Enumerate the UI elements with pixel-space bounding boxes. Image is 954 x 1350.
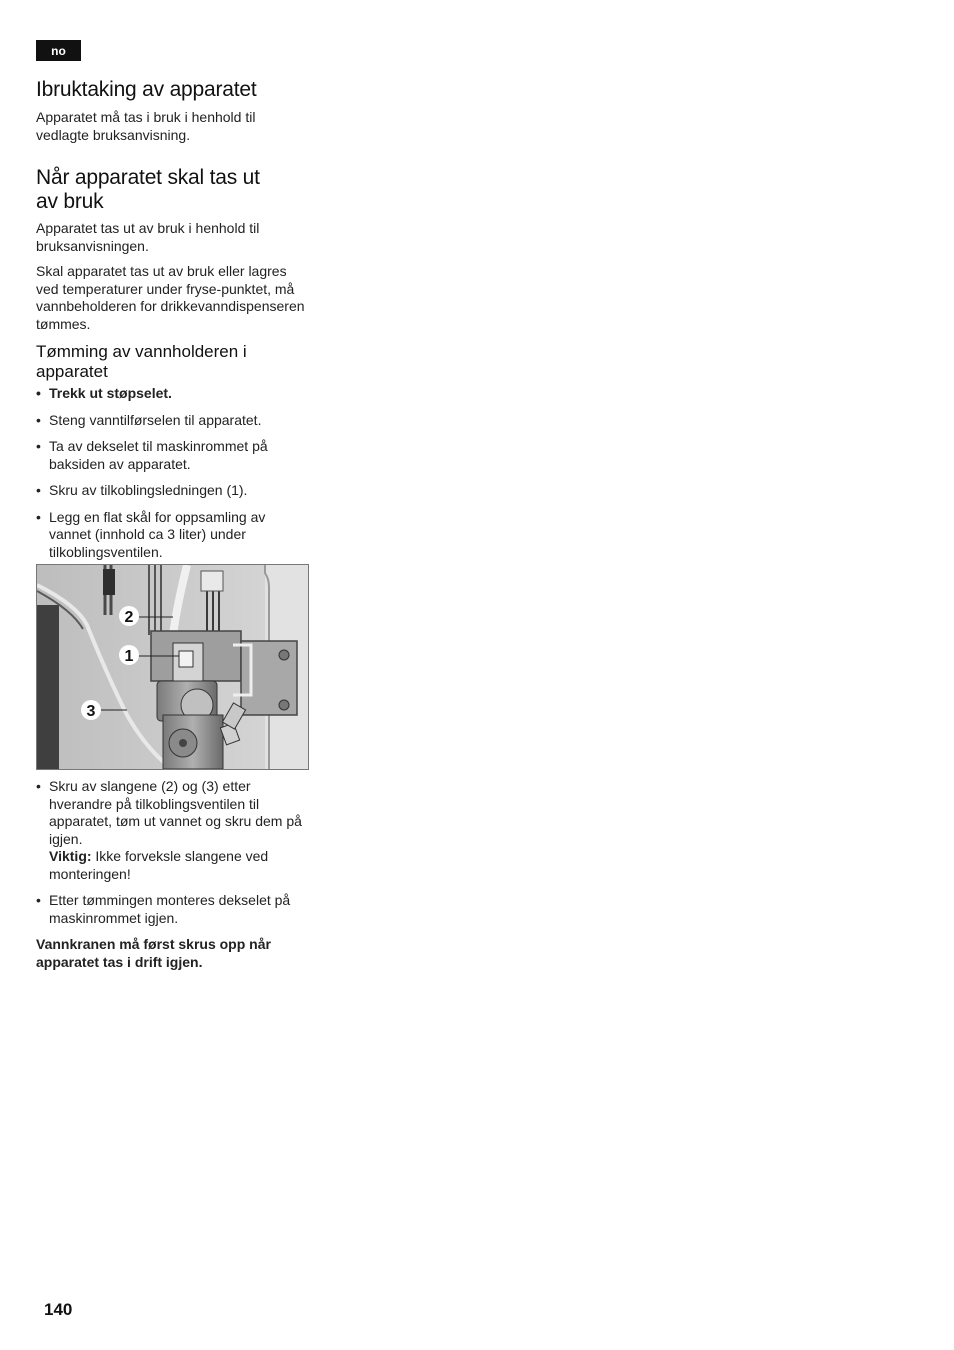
commissioning-text: Apparatet må tas i bruk i henhold til vedlagte bruksanvisning. <box>36 109 256 143</box>
draining-steps-list-continued <box>36 778 308 927</box>
figure-label-1: 1 <box>124 648 134 665</box>
page-number: 140 <box>44 1300 73 1319</box>
section-title-draining: Tømming av vannholderen i apparatet <box>36 342 247 381</box>
content-column <box>36 78 308 561</box>
valve-photo <box>36 564 309 770</box>
content-column-lower <box>36 778 308 971</box>
step-item: • Steng vanntilførselen til apparatet. <box>36 412 308 430</box>
step-item <box>36 778 308 883</box>
figure-label-2: 2 <box>124 609 134 626</box>
step-text: Skru av slangene (2) og (3) etter hverandre på tilkoblingsventilen til apparatet, tøm ut vannet og skru dem på igjen. <box>49 778 302 847</box>
decommissioning-text-1: Apparatet tas ut av bruk i henhold til bruksanvisningen. <box>36 220 260 254</box>
step-item: • Etter tømmingen monteres dekselet på maskinrommet igjen. <box>36 892 308 927</box>
figure-label-3: 3 <box>86 703 96 720</box>
section-title-decommissioning: Når apparatet skal tas ut av bruk <box>36 166 260 213</box>
valve-illustration <box>37 565 308 769</box>
decommissioning-text-2: Skal apparatet tas ut av bruk eller lagres ved temperaturer under fryse-punktet, må vannbeholderen for drikkevanndispenseren tømmes. <box>36 263 305 332</box>
important-label: Viktig: <box>49 848 92 864</box>
language-tag: no <box>36 40 81 61</box>
step-item: • Trekk ut støpselet. <box>36 385 308 403</box>
step-item: • Ta av dekselet til maskinrommet på baksiden av apparatet. <box>36 438 308 473</box>
closing-note: Vannkranen må først skrus opp når apparatet tas i drift igjen. <box>36 936 271 970</box>
draining-steps-list <box>36 385 308 561</box>
section-title-commissioning: Ibruktaking av apparatet <box>36 78 257 101</box>
important-text: Ikke forveksle slangene ved monteringen! <box>49 848 269 882</box>
step-item: • Skru av tilkoblingsledningen (1). <box>36 482 308 500</box>
step-item: • Legg en flat skål for oppsamling av vannet (innhold ca 3 liter) under tilkoblingsventilen. <box>36 509 308 562</box>
